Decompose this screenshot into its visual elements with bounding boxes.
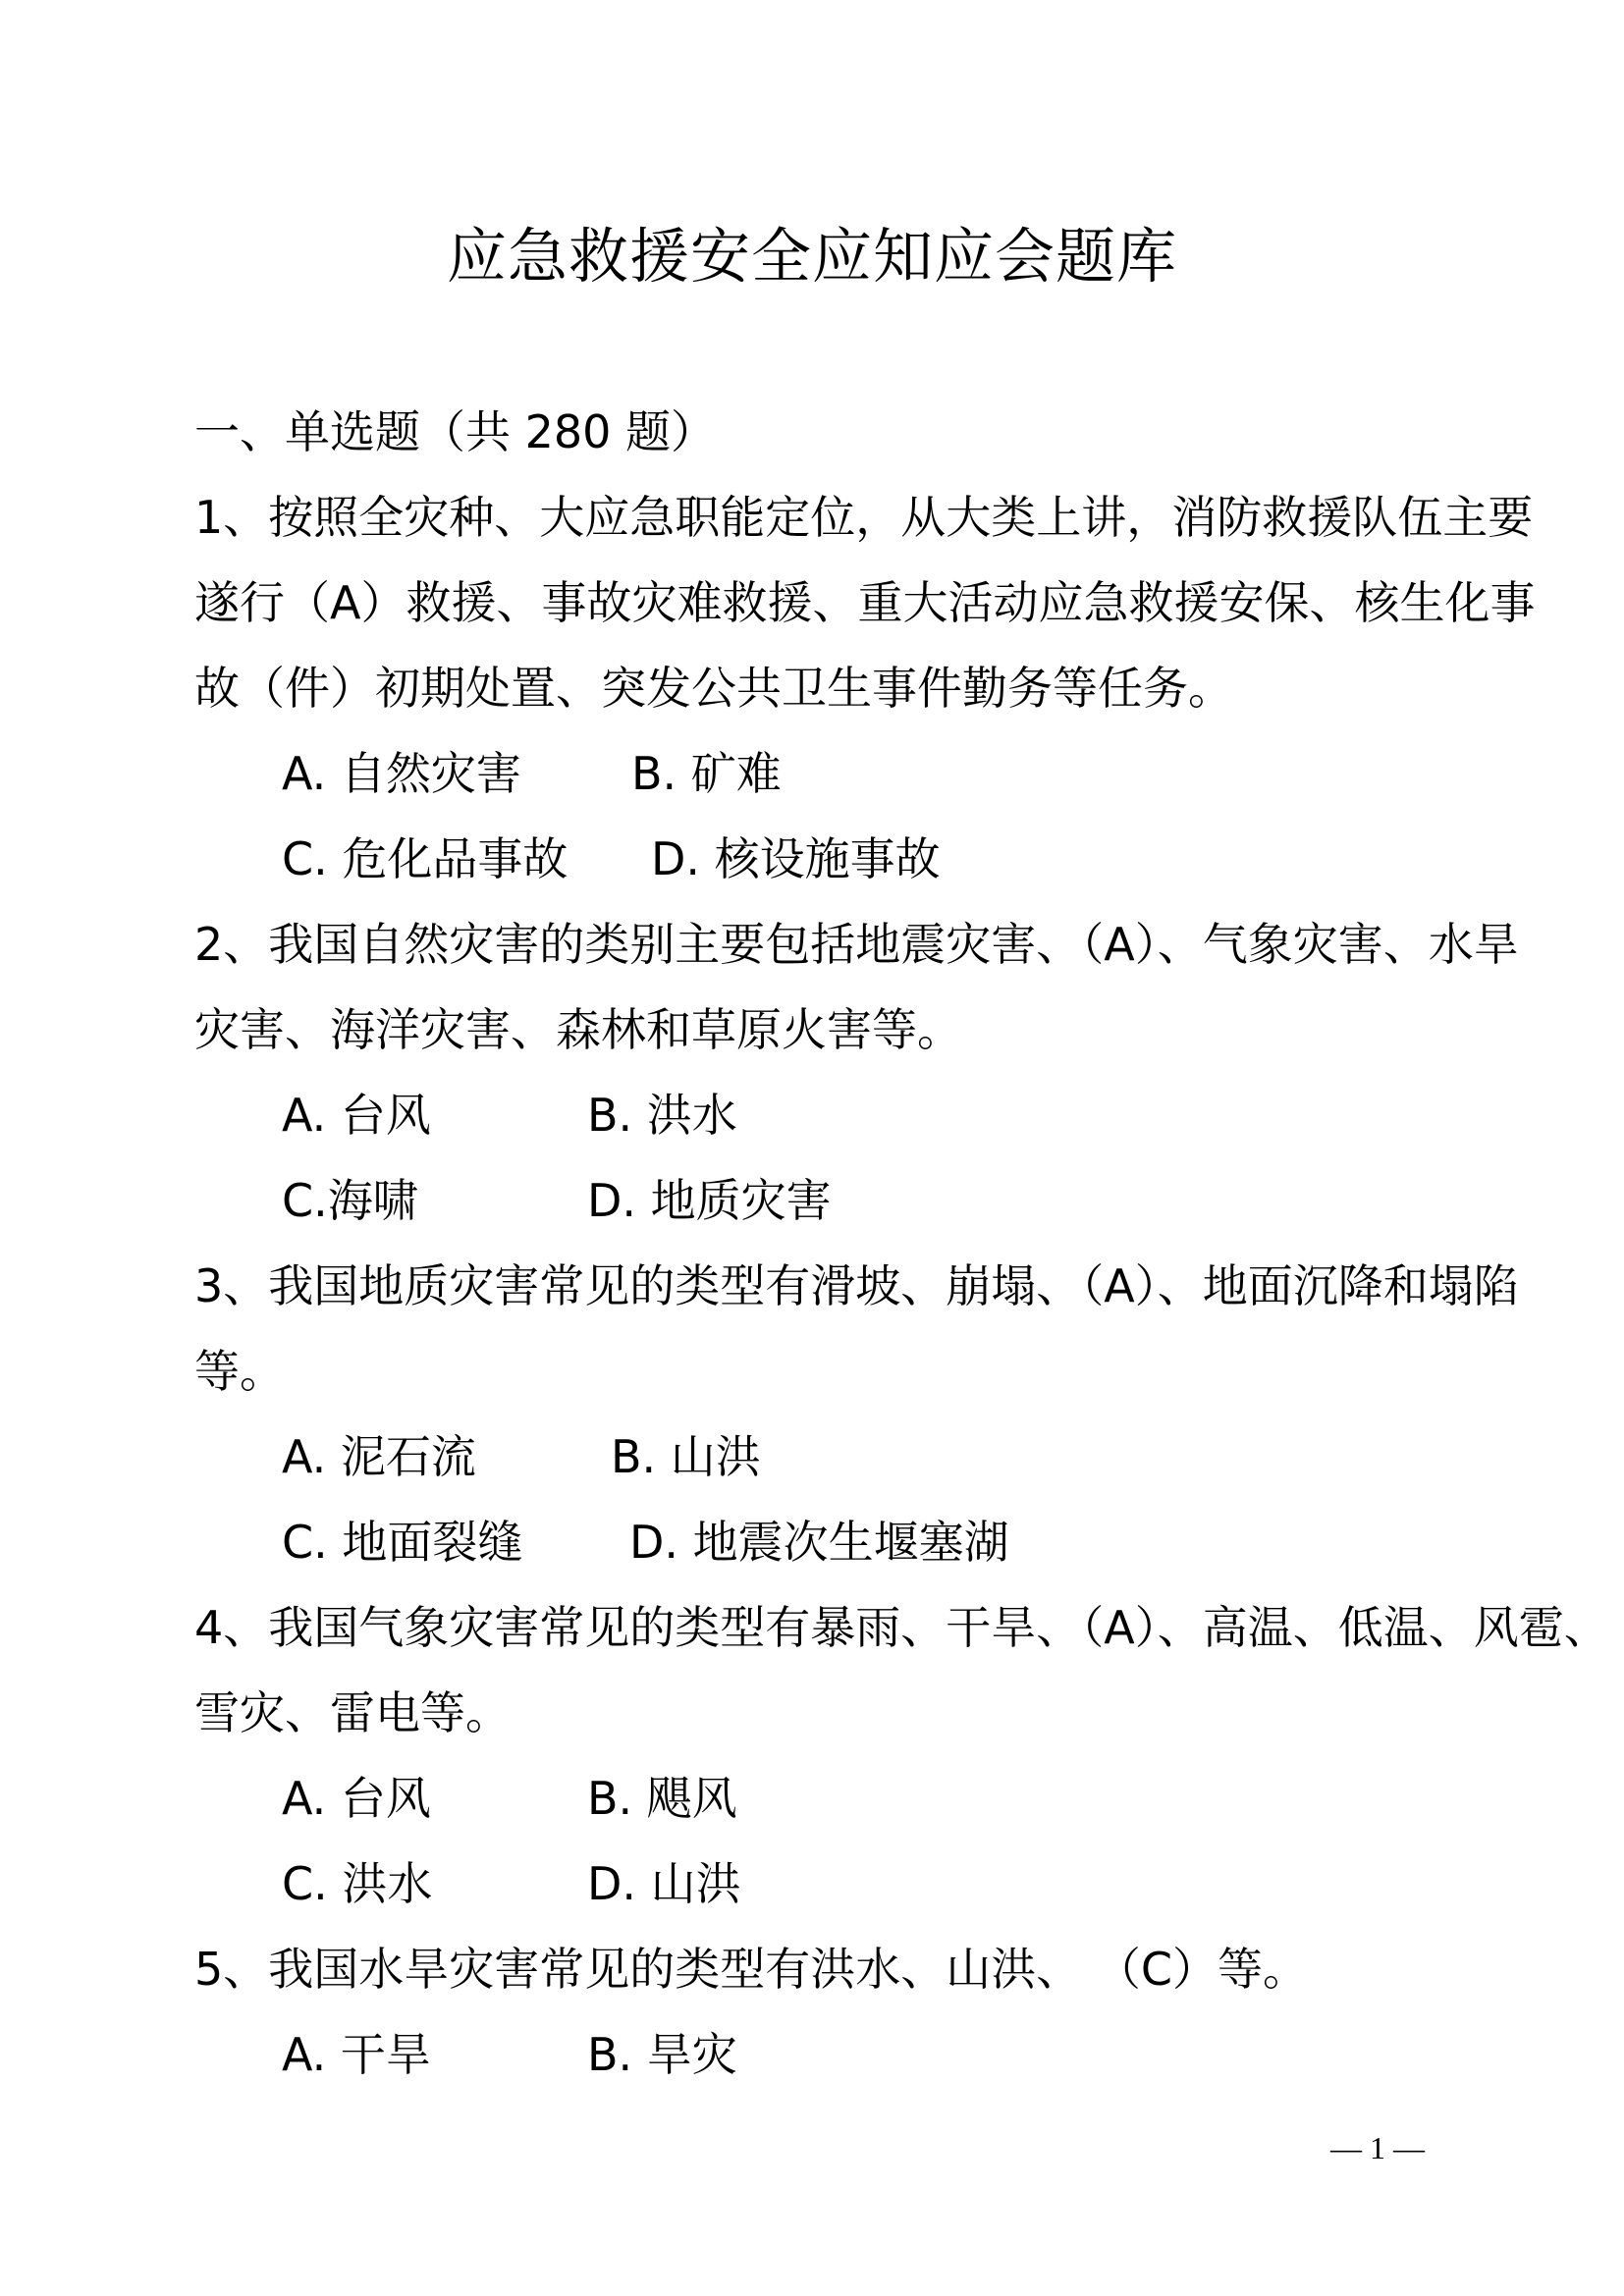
question-1-option-b: B. 矿难 bbox=[631, 747, 782, 800]
question-3-option-a: A. 泥石流 bbox=[282, 1430, 476, 1483]
question-5-option-b: B. 旱灾 bbox=[587, 2028, 737, 2081]
question-2-option-d: D. 地质灾害 bbox=[587, 1174, 832, 1227]
question-1-option-d: D. 核设施事故 bbox=[651, 832, 941, 885]
question-5-option-a: A. 干旱 bbox=[282, 2028, 431, 2081]
question-2-option-c: C.海啸 bbox=[282, 1174, 418, 1227]
section-heading: 一、单选题（共 280 题） bbox=[194, 405, 717, 458]
question-2-line-1: 2、我国自然灾害的类别主要包括地震灾害、（A）、气象灾害、水旱 bbox=[194, 918, 1519, 971]
question-3-line-1: 3、我国地质灾害常见的类型有滑坡、崩塌、（A）、地面沉降和塌陷 bbox=[194, 1259, 1519, 1312]
question-3-option-c: C. 地面裂缝 bbox=[282, 1516, 523, 1569]
page-number: — 1 — bbox=[1330, 2130, 1425, 2165]
question-4-line-1: 4、我国气象灾害常见的类型有暴雨、干旱、（A）、高温、低温、风雹、 bbox=[194, 1601, 1609, 1654]
question-4-option-d: D. 山洪 bbox=[587, 1857, 741, 1910]
question-1-option-c: C. 危化品事故 bbox=[282, 832, 568, 885]
question-2-option-b: B. 洪水 bbox=[587, 1089, 737, 1142]
question-3-line-2: 等。 bbox=[194, 1345, 285, 1398]
question-4-option-b: B. 飓风 bbox=[587, 1772, 737, 1825]
question-1-line-3: 故（件）初期处置、突发公共卫生事件勤务等任务。 bbox=[194, 662, 1233, 715]
question-1-option-a: A. 自然灾害 bbox=[282, 747, 521, 800]
question-4-option-c: C. 洪水 bbox=[282, 1857, 433, 1910]
question-2-option-a: A. 台风 bbox=[282, 1089, 431, 1142]
question-4-line-2: 雪灾、雷电等。 bbox=[194, 1686, 511, 1739]
question-5-line-1: 5、我国水旱灾害常见的类型有洪水、山洪、 （C）等。 bbox=[194, 1943, 1309, 1996]
question-3-option-b: B. 山洪 bbox=[611, 1430, 761, 1483]
question-3-option-d: D. 地震次生堰塞湖 bbox=[629, 1516, 1009, 1569]
document-title: 应急救援安全应知应会题库 bbox=[446, 222, 1177, 292]
question-1-line-2: 遂行（A）救援、事故灾难救援、重大活动应急救援安保、核生化事 bbox=[194, 576, 1536, 629]
question-1-line-1: 1、按照全灾种、大应急职能定位，从大类上讲，消防救援队伍主要 bbox=[194, 491, 1534, 544]
question-4-option-a: A. 台风 bbox=[282, 1772, 431, 1825]
question-2-line-2: 灾害、海洋灾害、森林和草原火害等。 bbox=[194, 1003, 962, 1056]
